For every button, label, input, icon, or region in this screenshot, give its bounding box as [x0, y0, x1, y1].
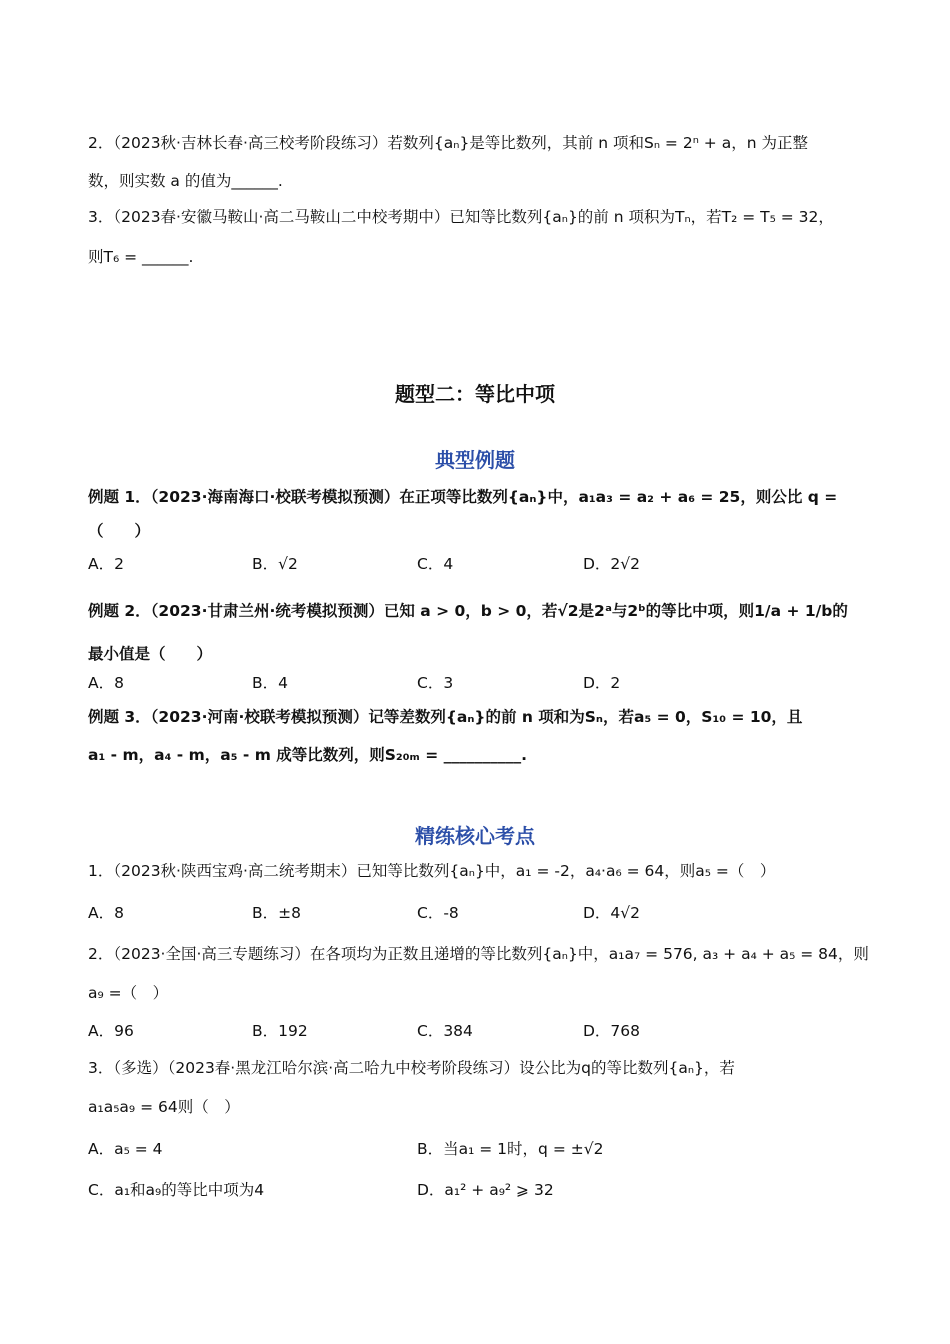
example-2-line-2: 最小值是（ ） [88, 645, 213, 663]
example-1-option-c: C．4 [417, 555, 454, 573]
example-1-option-a: A．2 [88, 555, 124, 573]
example-1-line-1: 例题 1．（2023·海南海口·校联考模拟预测）在正项等比数列{aₙ}中，a₁a₃ = a₂ + a₆ = 25，则公比 q = [88, 488, 838, 506]
example-2-option-a: A．8 [88, 674, 124, 692]
practice-1-option-d: D．4√2 [583, 904, 641, 922]
question-2-line-1: 2．（2023秋·吉林长春·高三校考阶段练习）若数列{aₙ}是等比数列，其前 n 项和Sₙ = 2ⁿ + a，n 为正整 [88, 134, 808, 152]
practice-2-option-c: C．384 [417, 1022, 473, 1040]
example-3-line-1: 例题 3．（2023·河南·校联考模拟预测）记等差数列{aₙ}的前 n 项和为Sₙ，若a₅ = 0，S₁₀ = 10，且 [88, 708, 803, 726]
example-2-option-b: B．4 [252, 674, 288, 692]
practice-2-option-a: A．96 [88, 1022, 134, 1040]
practice-1-option-b: B．±8 [252, 904, 301, 922]
practice-2-line-1: 2．（2023·全国·高三专题练习）在各项均为正数且递增的等比数列{aₙ}中，a₁a₇ = 576, a₃ + a₄ + a₅ = 84，则 [88, 945, 869, 963]
practice-1-option-c: C．-8 [417, 904, 459, 922]
practice-2-line-2: a₉ =（ ） [88, 984, 169, 1002]
practice-3-option-c: C．a₁和a₉的等比中项为4 [88, 1181, 265, 1199]
practice-3-option-d: D．a₁² + a₉² ⩾ 32 [417, 1181, 554, 1199]
example-2-option-c: C．3 [417, 674, 454, 692]
examples-title: 典型例题 [435, 448, 515, 472]
practice-3-line-1: 3．（多选）（2023春·黑龙江哈尔滨·高二哈九中校考阶段练习）设公比为q的等比数列{aₙ}，若 [88, 1059, 735, 1077]
practice-3-option-b: B．当a₁ = 1时，q = ±√2 [417, 1140, 604, 1158]
example-1-option-d: D．2√2 [583, 555, 641, 573]
example-3-line-2: a₁ - m，a₄ - m，a₅ - m 成等比数列，则S₂₀ₘ = __________. [88, 746, 527, 764]
practice-title: 精练核心考点 [415, 824, 535, 848]
practice-1-line-1: 1．（2023秋·陕西宝鸡·高二统考期末）已知等比数列{aₙ}中，a₁ = -2，a₄·a₆ = 64，则a₅ =（ ） [88, 862, 776, 880]
practice-2-option-b: B．192 [252, 1022, 308, 1040]
section-title: 题型二：等比中项 [395, 382, 555, 406]
question-2-line-2: 数，则实数 a 的值为______. [88, 172, 283, 190]
example-1-option-b: B．√2 [252, 555, 298, 573]
practice-3-line-2: a₁a₅a₉ = 64则（ ） [88, 1098, 240, 1116]
practice-1-option-a: A．8 [88, 904, 124, 922]
practice-3-option-a: A．a₅ = 4 [88, 1140, 163, 1158]
practice-2-option-d: D．768 [583, 1022, 641, 1040]
example-1-line-2: （ ） [88, 522, 151, 540]
example-2-option-d: D．2 [583, 674, 621, 692]
question-3-line-2: 则T₆ = ______. [88, 248, 194, 266]
question-3-line-1: 3．（2023春·安徽马鞍山·高二马鞍山二中校考期中）已知等比数列{aₙ}的前 n 项积为Tₙ，若T₂ = T₅ = 32， [88, 208, 834, 226]
example-2-line-1: 例题 2．（2023·甘肃兰州·统考模拟预测）已知 a > 0，b > 0，若√2是2ᵃ与2ᵇ的等比中项，则1/a + 1/b的 [88, 602, 848, 620]
